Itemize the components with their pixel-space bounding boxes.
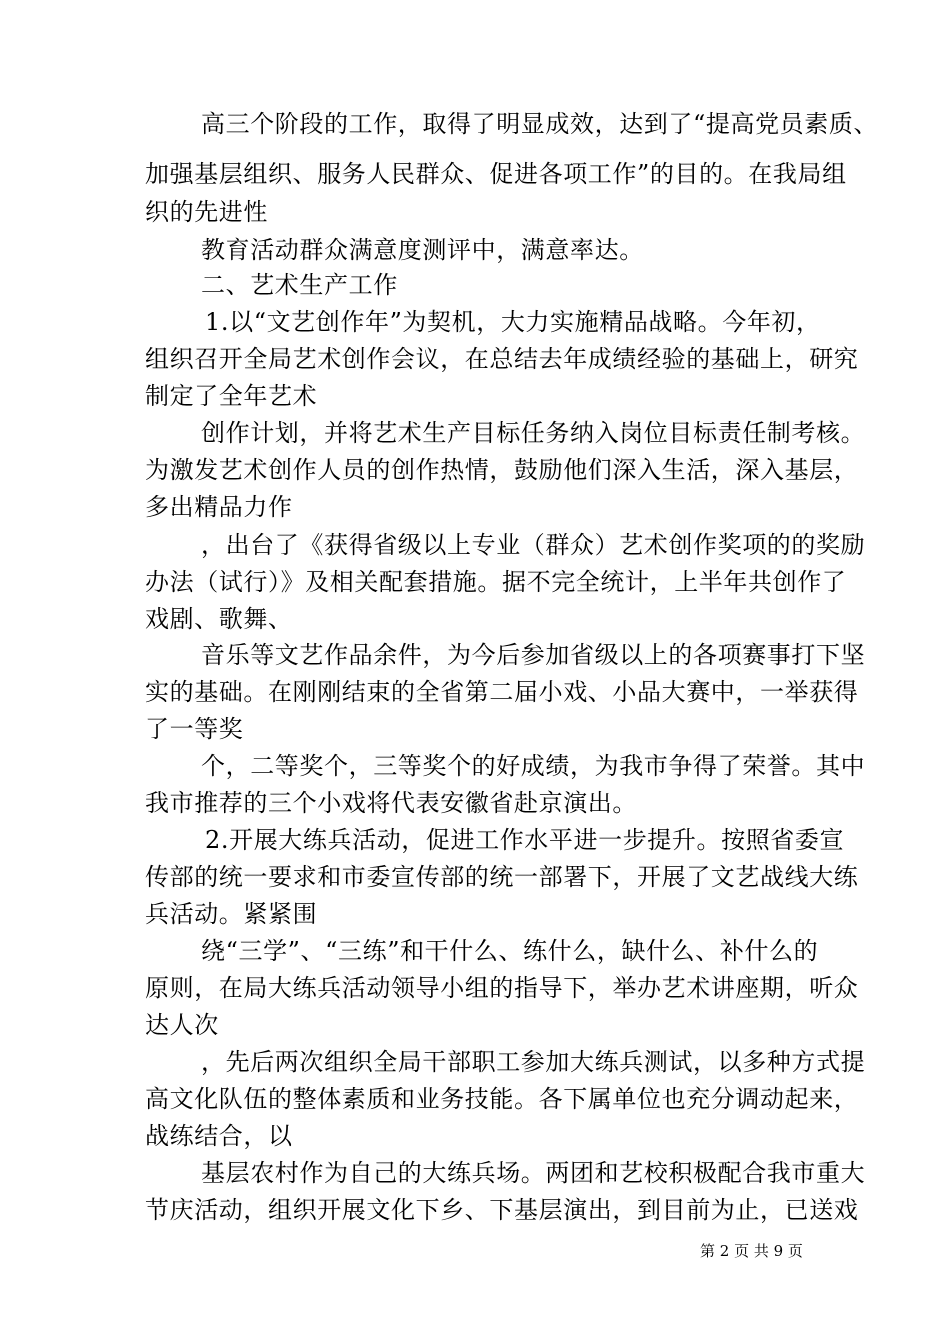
text-line: 原则，在局大练兵活动领导小组的指导下，举办艺术讲座期，听众 [145, 974, 859, 1002]
text-line: 达人次 [145, 1011, 219, 1039]
text-line: 了一等奖 [145, 715, 244, 743]
text-line: 创作计划，并将艺术生产目标任务纳入岗位目标责任制考核。 [201, 419, 866, 447]
text-line: 音乐等文艺作品余件，为今后参加省级以上的各项赛事打下坚 [201, 641, 866, 669]
text-line: ，先后两次组织全局干部职工参加大练兵测试，以多种方式提 [201, 1048, 866, 1076]
text-line: 加强基层组织、服务人民群众、促进各项工作”的目的。在我局组 [145, 160, 847, 188]
text-line: 办法（试行）》及相关配套措施。据不完全统计，上半年共创作了 [145, 568, 847, 596]
text-line: 为激发艺术创作人员的创作热情，鼓励他们深入生活，深入基层， [145, 456, 859, 484]
text-line: 节庆活动，组织开展文化下乡、下基层演出，到目前为止，已送戏 [145, 1196, 859, 1224]
text-line: 基层农村作为自己的大练兵场。两团和艺校积极配合我市重大 [201, 1159, 866, 1187]
section-heading: 二、艺术生产工作 [201, 271, 398, 299]
text-line: 个，二等奖个，三等奖个的好成绩，为我市争得了荣誉。其中 [201, 752, 866, 780]
text-line: 高三个阶段的工作，取得了明显成效，达到了“提高党员素质、 [201, 110, 879, 138]
text-line: 我市推荐的三个小戏将代表安徽省赴京演出。 [145, 789, 637, 817]
text-line: 制定了全年艺术 [145, 382, 318, 410]
text-line: 实的基础。在刚刚结束的全省第二届小戏、小品大赛中，一举获得 [145, 678, 859, 706]
text-line: 高文化队伍的整体素质和业务技能。各下属单位也充分调动起来， [145, 1085, 859, 1113]
text-line: 教育活动群众满意度测评中，满意率达。 [201, 236, 644, 264]
text-line: ，出台了《获得省级以上专业（群众）艺术创作奖项的的奖励 [201, 531, 866, 559]
text-line: 多出精品力作 [145, 493, 293, 521]
page-number-footer: 第 2 页 共 9 页 [700, 1242, 803, 1260]
text-line: 2.开展大练兵活动，促进工作水平进一步提升。按照省委宣 [205, 826, 845, 854]
text-line: 戏剧、歌舞、 [145, 605, 293, 633]
text-line: 战练结合，以 [145, 1122, 293, 1150]
text-line: 兵活动。紧紧围 [145, 900, 318, 928]
text-line: 传部的统一要求和市委宣传部的统一部署下，开展了文艺战线大练 [145, 863, 859, 891]
text-line: 织的先进性 [145, 198, 268, 226]
text-line: 绕“三学”、“三练”和干什么、练什么，缺什么、补什么的 [201, 937, 819, 965]
text-line: 组织召开全局艺术创作会议，在总结去年成绩经验的基础上，研究 [145, 345, 859, 373]
text-line: 1.以“文艺创作年”为契机，大力实施精品战略。今年初， [205, 308, 821, 336]
